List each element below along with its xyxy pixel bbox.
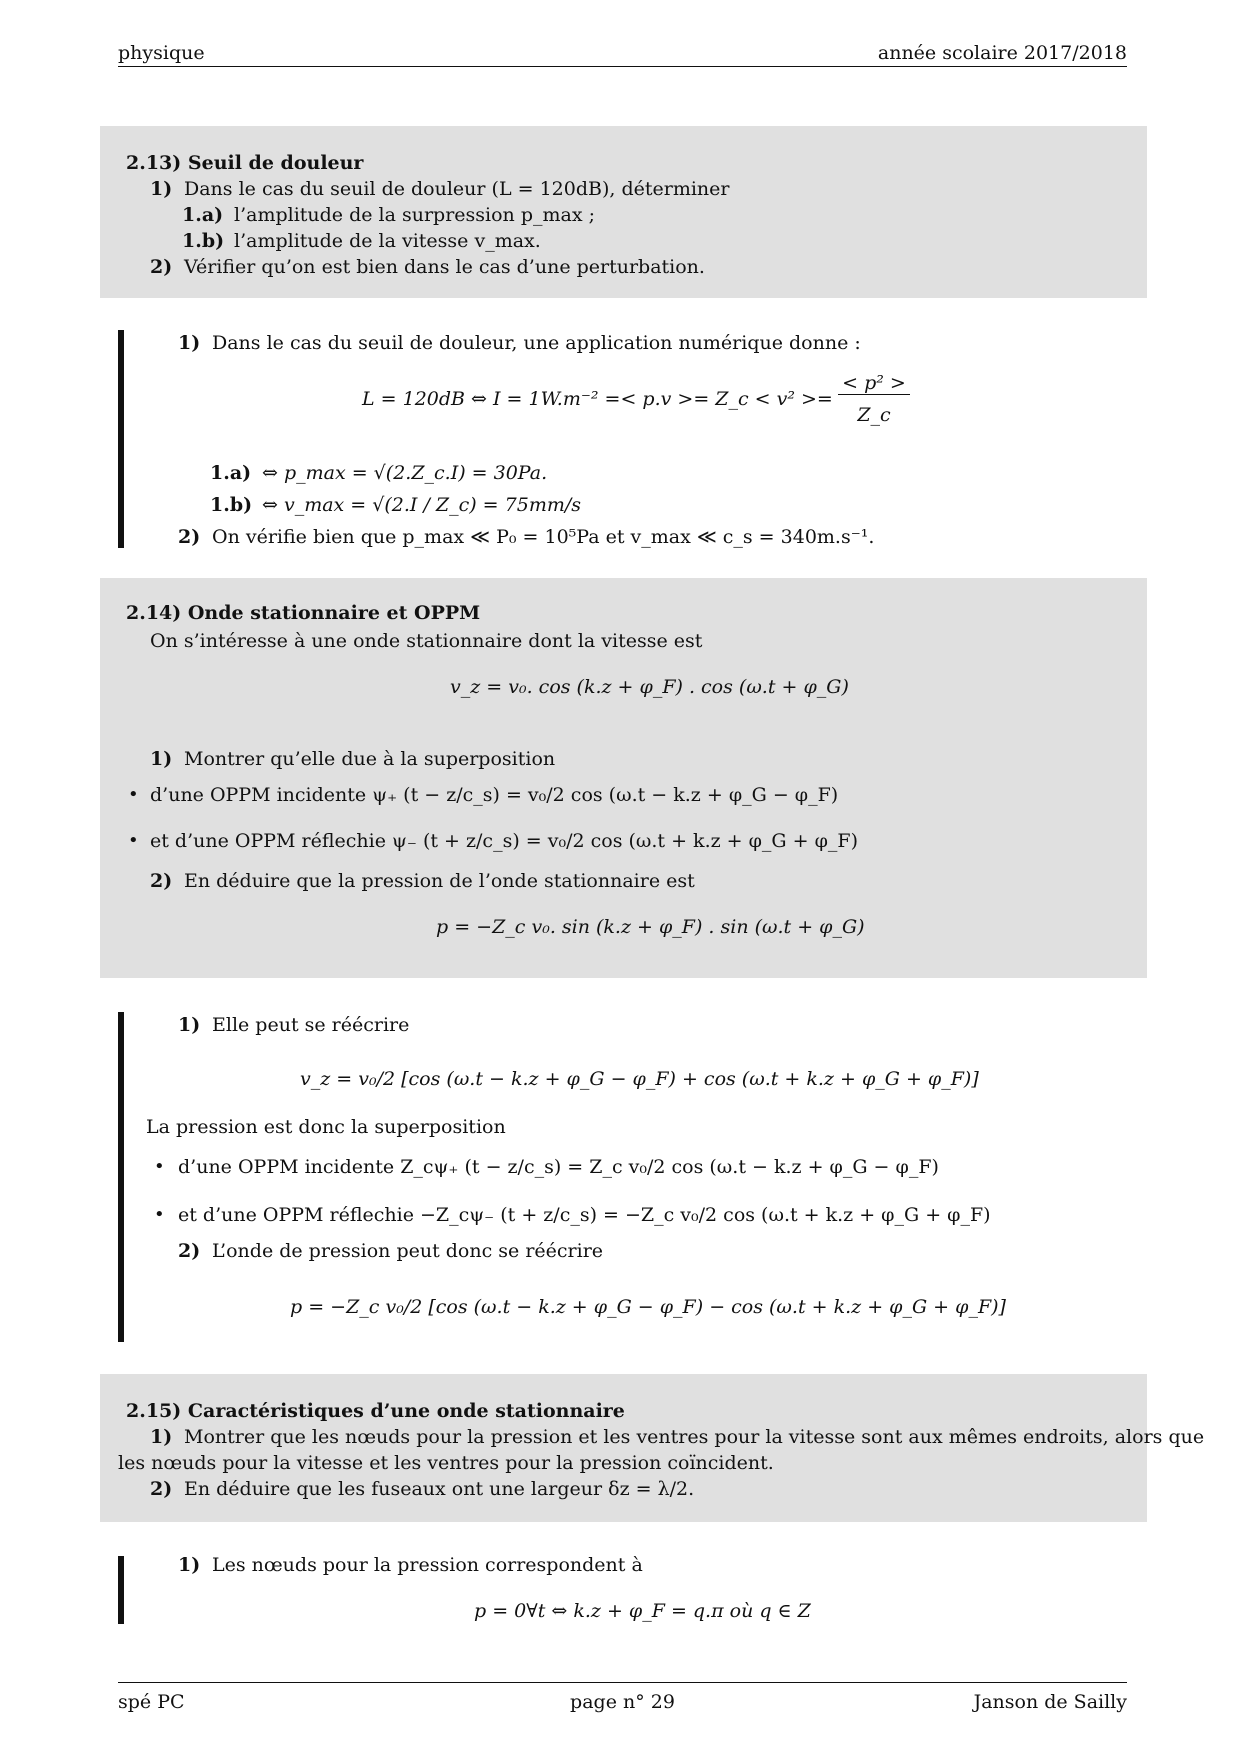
equation-pmax: ⇔ p_max = √(2.Z_c.I) = 30Pa. <box>262 462 548 484</box>
item-number: 1) <box>150 178 173 200</box>
question-text: Montrer qu’elle due à la superposition <box>184 748 556 770</box>
page-header <box>118 40 1127 67</box>
item-number: 1) <box>178 1554 201 1576</box>
item-number: 1.a) <box>182 204 224 226</box>
question-text: En déduire que la pression de l’onde stationnaire est <box>184 870 695 892</box>
question-text: Dans le cas du seuil de douleur (L = 120dB), déterminer <box>184 178 730 200</box>
equation-fraction-denominator: Z_c <box>857 404 891 426</box>
question-text: Montrer que les nœuds pour la pression et les ventres pour la vitesse sont aux mêmes endroits, alors que <box>184 1426 1205 1448</box>
item-number: 2) <box>178 526 201 548</box>
solution-bar <box>118 1012 124 1342</box>
footer-page-number: page n° 29 <box>570 1691 675 1713</box>
equation-intensity: L = 120dB ⇔ I = 1W.m⁻² =< p.v >= Z_c < v² >= <box>362 388 833 410</box>
item-number: 1) <box>150 1426 173 1448</box>
item-number: 2) <box>150 1478 173 1500</box>
header-subject: physique <box>118 42 205 64</box>
item-number: 2) <box>150 256 173 278</box>
solution-text: et d’une OPPM réflechie −Z_cψ₋ (t + z/c_s) = −Z_c v₀/2 cos (ω.t + k.z + φ_G + φ_F) <box>178 1204 991 1226</box>
bullet: • <box>128 784 139 805</box>
question-text: En déduire que les fuseaux ont une largeur δz = λ/2. <box>184 1478 695 1500</box>
solution-text: Dans le cas du seuil de douleur, une application numérique donne : <box>212 332 861 354</box>
question-text: les nœuds pour la vitesse et les ventres pour la pression coïncident. <box>118 1452 774 1474</box>
equation-fraction-numerator: < p² > <box>838 372 910 395</box>
exercise-title: 2.13) Seuil de douleur <box>126 152 364 174</box>
bullet: • <box>154 1204 165 1225</box>
solution-bar <box>118 1556 124 1624</box>
bullet: • <box>154 1156 165 1177</box>
solution-text: Elle peut se réécrire <box>212 1014 410 1036</box>
equation-pressure: p = −Z_c v₀. sin (k.z + φ_F) . sin (ω.t + φ_G) <box>436 916 865 938</box>
exercise-2-15-box <box>100 1374 1205 1522</box>
exercise-2-13-box <box>100 126 1147 298</box>
solution-text: On vérifie bien que p_max ≪ P₀ = 10⁵Pa et v_max ≪ c_s = 340m.s⁻¹. <box>212 526 875 548</box>
item-number: 1) <box>178 332 201 354</box>
solution-text: La pression est donc la superposition <box>146 1116 506 1138</box>
item-number: 1.b) <box>210 494 253 516</box>
footer-school: Janson de Sailly <box>973 1691 1127 1713</box>
item-number: 1) <box>178 1014 201 1036</box>
exercise-2-14-box <box>100 578 1147 978</box>
solution-text: Les nœuds pour la pression correspondent à <box>212 1554 643 1576</box>
header-school-year: année scolaire 2017/2018 <box>877 42 1127 64</box>
equation-vmax: ⇔ v_max = √(2.I / Z_c) = 75mm/s <box>262 494 582 516</box>
item-number: 1.b) <box>182 230 225 252</box>
equation-pressure-sum: p = −Z_c v₀/2 [cos (ω.t − k.z + φ_G − φ_F) − cos (ω.t + k.z + φ_G + φ_F)] <box>290 1296 1006 1318</box>
equation-velocity: v_z = v₀. cos (k.z + φ_F) . cos (ω.t + φ_G) <box>450 676 849 698</box>
bullet: • <box>128 830 139 851</box>
item-number: 2) <box>150 870 173 892</box>
question-text: On s’intéresse à une onde stationnaire dont la vitesse est <box>150 630 703 652</box>
page-footer <box>118 1682 1127 1723</box>
equation-nodes: p = 0∀t ⇔ k.z + φ_F = q.π où q ∈ Z <box>474 1600 811 1622</box>
question-text: l’amplitude de la vitesse v_max. <box>234 230 541 252</box>
question-text: d’une OPPM incidente ψ₊ (t − z/c_s) = v₀/2 cos (ω.t − k.z + φ_G − φ_F) <box>150 784 839 806</box>
solution-text: L’onde de pression peut donc se réécrire <box>212 1240 604 1262</box>
question-text: et d’une OPPM réflechie ψ₋ (t + z/c_s) = v₀/2 cos (ω.t + k.z + φ_G + φ_F) <box>150 830 859 852</box>
exercise-title: 2.15) Caractéristiques d’une onde stationnaire <box>126 1400 625 1422</box>
solution-bar <box>118 330 124 548</box>
question-text: Vérifier qu’on est bien dans le cas d’une perturbation. <box>184 256 705 278</box>
item-number: 2) <box>178 1240 201 1262</box>
solution-text: d’une OPPM incidente Z_cψ₊ (t − z/c_s) = Z_c v₀/2 cos (ω.t − k.z + φ_G − φ_F) <box>178 1156 939 1178</box>
item-number: 1.a) <box>210 462 252 484</box>
exercise-title: 2.14) Onde stationnaire et OPPM <box>126 602 481 624</box>
question-text: l’amplitude de la surpression p_max ; <box>234 204 595 226</box>
equation-velocity-sum: v_z = v₀/2 [cos (ω.t − k.z + φ_G − φ_F) + cos (ω.t + k.z + φ_G + φ_F)] <box>300 1068 979 1090</box>
item-number: 1) <box>150 748 173 770</box>
footer-class: spé PC <box>118 1691 185 1713</box>
